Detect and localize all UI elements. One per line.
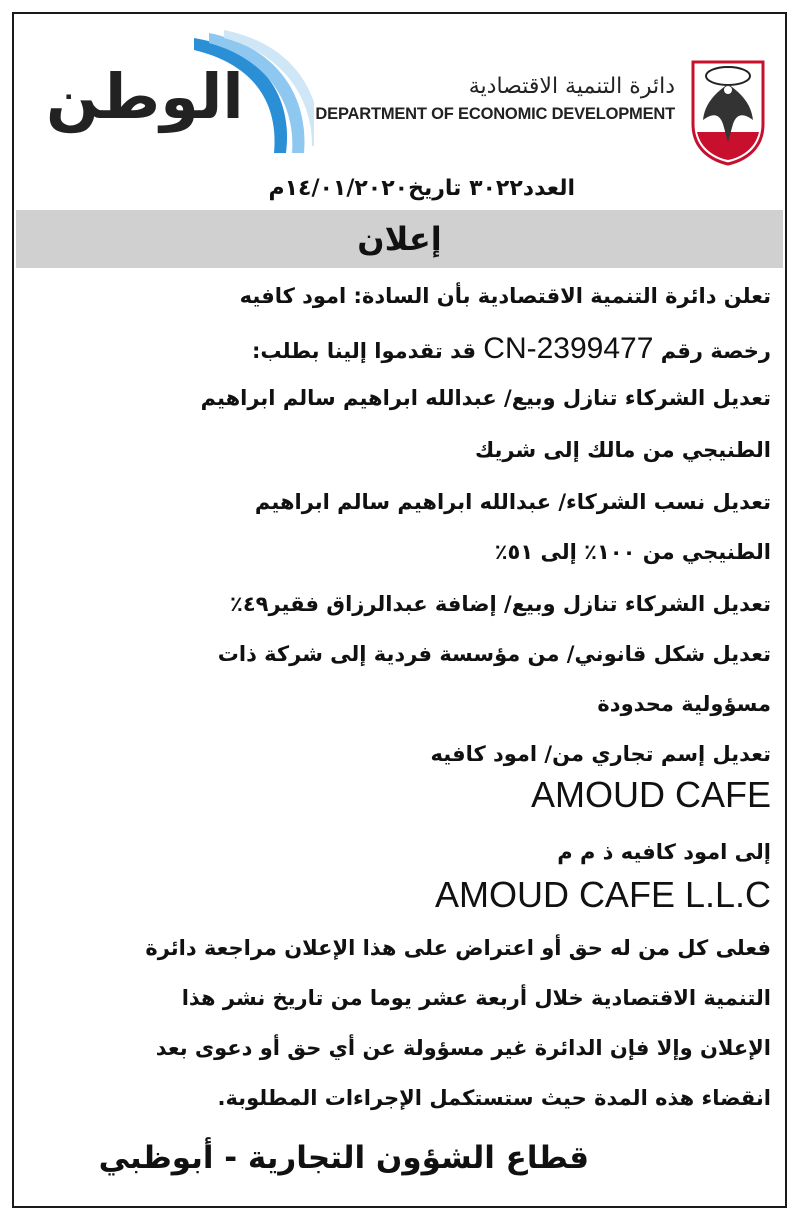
header (14, 14, 785, 201)
body-line-13: التنمية الاقتصادية خلال أربعة عشر يوما من تاريخ نشر هذا (181, 986, 771, 1010)
newspaper-logo-text: الوطن (46, 60, 244, 133)
department-english: DEPARTMENT OF ECONOMIC DEVELOPMENT (315, 105, 675, 123)
body-line-4: الطنيجي من مالك إلى شريك (474, 438, 771, 462)
body-line-2 (252, 332, 771, 366)
body-line-6: الطنيجي من ١٠٠٪ إلى ٥١٪ (494, 540, 771, 564)
body-line-9: مسؤولية محدودة (597, 692, 771, 716)
body-line-3: تعديل الشركاء تنازل وبيع/ عبدالله ابراهيم سالم ابراهيم (200, 386, 771, 410)
alwatan-logo (24, 28, 314, 158)
announcement-page (12, 12, 787, 1208)
body-line-15: انقضاء هذه المدة حيث ستستكمل الإجراءات المطلوبة. (217, 1086, 771, 1110)
body-line-5: تعديل نسب الشركاء/ عبدالله ابراهيم سالم ابراهيم (254, 490, 771, 514)
body-line-8: تعديل شكل قانوني/ من مؤسسة فردية إلى شركة ذات (217, 642, 771, 666)
trade-name-old: AMOUD CAFE (530, 774, 771, 815)
body-line-10: تعديل إسم تجاري من/ امود كافيه (430, 742, 771, 766)
body-line-7: تعديل الشركاء تنازل وبيع/ إضافة عبدالرزاق فقير٤٩٪ (230, 592, 771, 616)
body-line-1: تعلن دائرة التنمية الاقتصادية بأن السادة: امود كافيه (239, 284, 771, 308)
department-arabic: دائرة التنمية الاقتصادية (468, 74, 675, 99)
trade-name-new: AMOUD CAFE L.L.C (434, 874, 771, 915)
title-bar (16, 210, 783, 268)
body-line-11: إلى امود كافيه ذ م م (557, 840, 771, 864)
body-line-12: فعلى كل من له حق أو اعتراض على هذا الإعلان مراجعة دائرة (145, 936, 771, 960)
footer-signature: قطاع الشؤون التجارية - أبوظبي (98, 1140, 589, 1176)
department-name (315, 74, 675, 124)
falcon-emblem-icon (687, 54, 769, 166)
body-line-14: الإعلان وإلا فإن الدائرة غير مسؤولة عن أي حق أو دعوى بعد (155, 1036, 771, 1060)
announcement-title: إعلان (357, 220, 442, 258)
license-number: CN-2399477 (483, 332, 654, 365)
issue-date: العدد٣٠٢٢ تاريخ١٤/٠١/٢٠٢٠م (268, 176, 575, 201)
license-prefix: رخصة رقم (660, 339, 771, 363)
license-suffix: قد تقدموا إلينا بطلب: (252, 339, 476, 363)
